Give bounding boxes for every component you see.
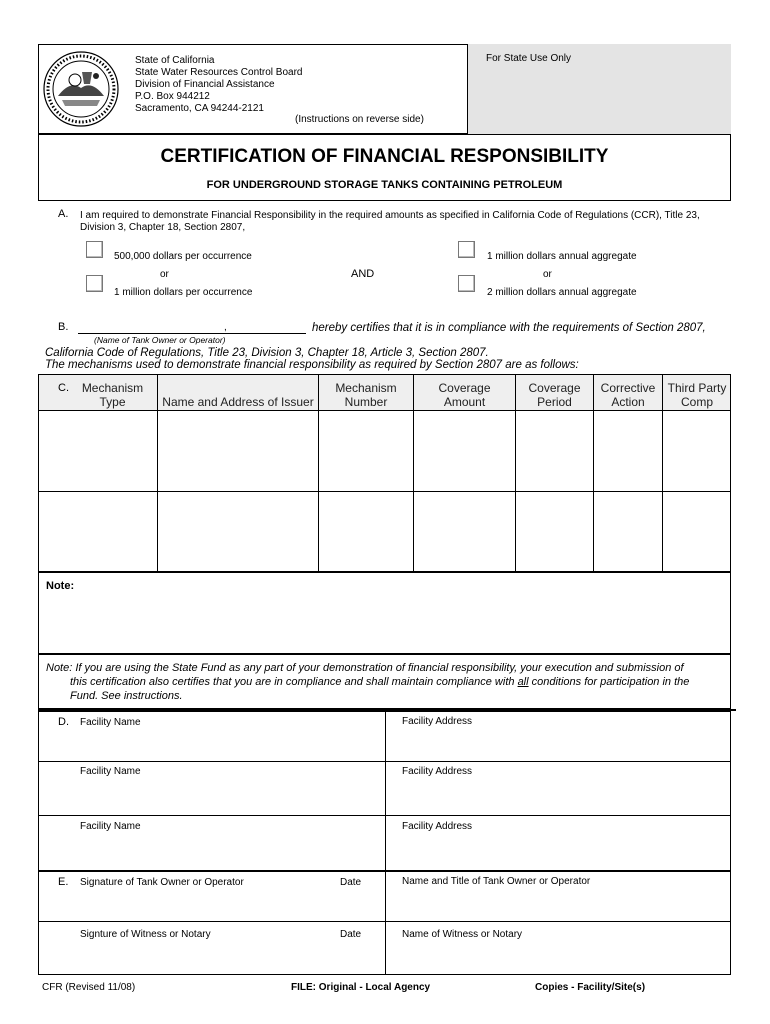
section-b-line1: California Code of Regulations, Title 23, Division 3, Chapter 18, Article 3, Section 2807. <box>45 347 489 359</box>
facility-name-label-1[interactable]: Facility Name <box>80 717 141 728</box>
header-line: Corrective <box>600 381 656 395</box>
note-label: Note: <box>46 580 75 592</box>
file-label: FILE: Original - Local Agency <box>291 982 431 993</box>
state-fund-line1: Note: If you are using the State Fund as any part of your demonstration of financial responsibility, your execution and submission of <box>46 662 684 674</box>
header-line <box>158 381 318 395</box>
agency-line: Sacramento, CA 94244-2121 <box>135 103 264 114</box>
section-a-letter: A. <box>58 208 69 220</box>
or-label-right: or <box>543 269 552 280</box>
option-1m-occurrence: 1 million dollars per occurrence <box>114 287 253 298</box>
facility-row-divider <box>38 815 731 816</box>
facility-address-label-1[interactable]: Facility Address <box>402 716 473 727</box>
checkbox-1m-aggregate[interactable] <box>458 241 475 258</box>
owner-name-caption: (Name of Tank Owner or Operator) <box>94 335 226 345</box>
table-row-divider <box>38 491 731 492</box>
section-b-line2: The mechanisms used to demonstrate financial responsibility as required by Section 2807 are as follows: <box>45 359 579 371</box>
witness-signature-label[interactable]: Signture of Witness or Notary <box>80 929 211 940</box>
agency-address <box>135 55 302 115</box>
state-fund-line2a: this certification also certifies that you are in compliance and shall maintain compliance with <box>70 676 518 688</box>
owner-date-label[interactable]: Date <box>340 877 362 888</box>
header-line: Name and Address of Issuer <box>162 395 314 409</box>
header-line: Action <box>611 395 645 409</box>
form-title: CERTIFICATION OF FINANCIAL RESPONSIBILITY <box>160 146 609 167</box>
checkbox-1m-occurrence[interactable] <box>86 275 103 292</box>
state-use-label: For State Use Only <box>486 53 572 64</box>
agency-line: Division of Financial Assistance <box>135 79 275 90</box>
section-c-letter: C. <box>58 382 69 394</box>
agency-line: State Water Resources Control Board <box>135 67 303 78</box>
facility-divider <box>385 711 386 871</box>
section-e-letter: E. <box>58 876 69 888</box>
facility-name-label-3[interactable]: Facility Name <box>80 821 141 832</box>
col-header-coverage-period <box>516 381 593 409</box>
or-label-left: or <box>160 269 169 280</box>
owner-signature-label[interactable]: Signature of Tank Owner or Operator <box>80 877 244 888</box>
col-header-third-party <box>663 381 731 409</box>
state-fund-note <box>46 661 726 703</box>
section-b-certifies: hereby certifies that it is in compliance with the requirements of Section 2807, <box>312 322 706 334</box>
section-a-line1: I am required to demonstrate Financial Responsibility in the required amounts as specified in California Code of Regulations (CCR), Title 23, <box>80 210 700 221</box>
state-fund-line2b: conditions for participation in the <box>528 676 690 688</box>
copies-label: Copies - Facility/Site(s) <box>535 982 646 993</box>
facility-top-rule <box>38 709 736 711</box>
facility-name-label-2[interactable]: Facility Name <box>80 766 141 777</box>
signature-row-divider <box>38 921 731 922</box>
col-header-corrective-action <box>594 381 662 409</box>
owner-name-line[interactable] <box>78 333 306 334</box>
note-box[interactable] <box>38 572 731 654</box>
facility-row-divider <box>38 761 731 762</box>
header-line: Period <box>537 395 572 409</box>
section-a-line2: Division 3, Chapter 18, Section 2807, <box>80 222 246 233</box>
instructions-note: (Instructions on reverse side) <box>295 114 424 125</box>
header-line: Amount <box>443 395 486 409</box>
agency-line: P.O. Box 944212 <box>135 91 210 102</box>
option-1m-aggregate: 1 million dollars annual aggregate <box>487 251 637 262</box>
col-header-mechanism-type <box>68 381 157 409</box>
col-header-issuer <box>158 381 318 409</box>
section-b-letter: B. <box>58 321 69 333</box>
agency-line: State of California <box>135 55 215 66</box>
header-line: Mechanism <box>81 381 144 395</box>
header-line: Number <box>344 395 388 409</box>
header-line: Coverage <box>438 381 491 395</box>
checkbox-500k-occurrence[interactable] <box>86 241 103 258</box>
state-fund-all: all <box>517 676 529 688</box>
col-header-coverage-amount <box>414 381 515 409</box>
state-fund-line3: Fund. See instructions. <box>70 690 183 702</box>
header-line: Coverage <box>528 381 581 395</box>
checkbox-2m-aggregate[interactable] <box>458 275 475 292</box>
option-2m-aggregate: 2 million dollars annual aggregate <box>487 287 637 298</box>
table-header-divider <box>38 410 731 411</box>
witness-name-label[interactable]: Name of Witness or Notary <box>402 929 523 940</box>
col-header-mechanism-number <box>319 381 413 409</box>
owner-name-title-label[interactable]: Name and Title of Tank Owner or Operator <box>402 876 591 887</box>
option-500k-occurrence: 500,000 dollars per occurrence <box>114 251 252 262</box>
form-subtitle: FOR UNDERGROUND STORAGE TANKS CONTAINING PETROLEUM <box>206 179 563 191</box>
signature-divider <box>385 871 386 975</box>
facility-address-label-3[interactable]: Facility Address <box>402 821 473 832</box>
and-label: AND <box>351 268 375 280</box>
state-seal-logo <box>42 50 120 128</box>
section-d-letter: D. <box>58 716 69 728</box>
revision-label: CFR (Revised 11/08) <box>42 982 136 993</box>
header-line: Comp <box>680 395 713 409</box>
owner-name-comma: , <box>224 322 227 333</box>
header-line: Mechanism <box>335 381 397 395</box>
facility-address-label-2[interactable]: Facility Address <box>402 766 473 777</box>
witness-date-label[interactable]: Date <box>340 929 362 940</box>
header-line: Third Party <box>667 381 727 395</box>
section-a-text <box>80 210 700 234</box>
header-line: Type <box>99 395 126 409</box>
state-fund-line2 <box>46 675 726 689</box>
